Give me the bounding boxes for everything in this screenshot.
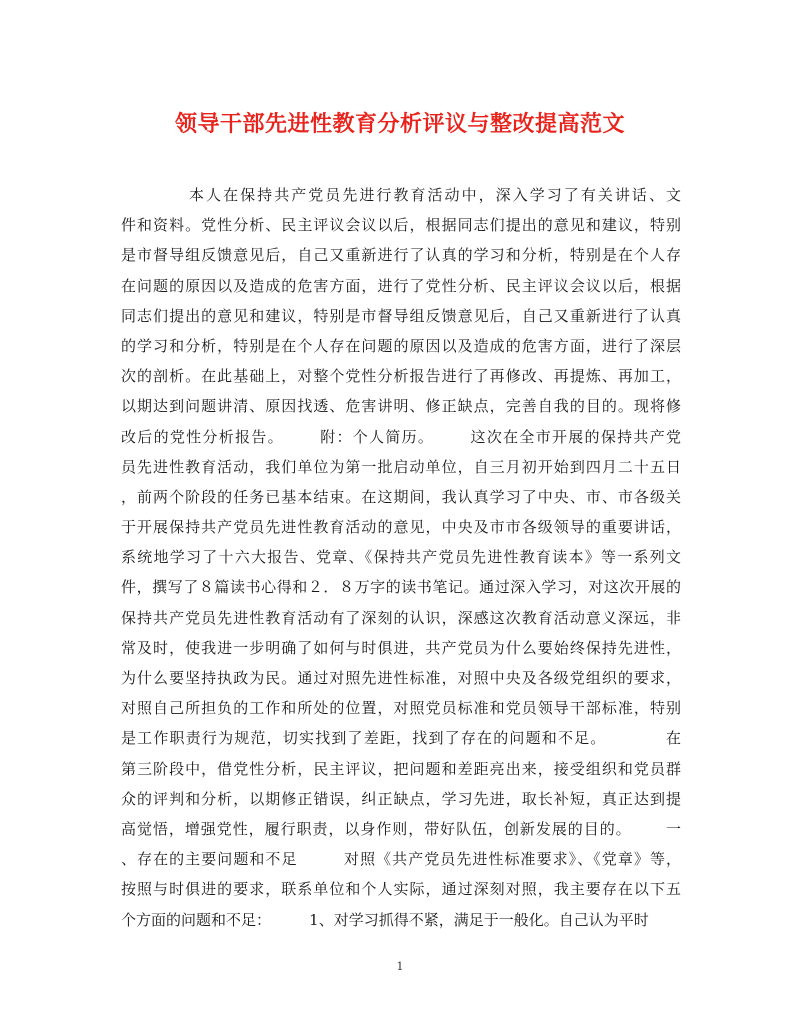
- body-line: 第三阶段中，借党性分析，民主评议，把问题和差距亮出来，接受组织和党员群: [121, 759, 681, 778]
- body-line: 高觉悟，增强党性，履行职责，以身作则，带好队伍，创新发展的目的。 一: [121, 819, 681, 838]
- body-line: 件，撰写了８篇读书心得和２．８万字的读书笔记。通过深入学习，对这次开展的: [121, 578, 681, 597]
- body-line: 次的剖析。在此基础上，对整个党性分析报告进行了再修改、再提炼、再加工，: [121, 367, 681, 386]
- body-line: 件和资料。党性分析、民主评议会议以后，根据同志们提出的意见和建议，特别: [121, 216, 681, 235]
- body-line: 在问题的原因以及造成的危害方面，进行了党性分析、民主评议会议以后，根据: [121, 276, 681, 295]
- body-line: 是工作职责行为规范，切实找到了差距，找到了存在的问题和不足。 在: [121, 729, 681, 748]
- body-line: 员先进性教育活动，我们单位为第一批启动单位，自三月初开始到四月二十五日: [121, 457, 681, 476]
- body-line: 是市督导组反馈意见后，自己又重新进行了认真的学习和分析，特别是在个人存: [121, 246, 681, 265]
- body-line: 保持共产党员先进性教育活动有了深刻的认识，深感这次教育活动意义深远，非: [121, 608, 681, 627]
- document-body: [121, 180, 681, 935]
- body-line: ，前两个阶段的任务已基本结束。在这期间，我认真学习了中央、市、市各级关: [121, 487, 681, 506]
- body-line: 于开展保持共产党员先进性教育活动的意见，中央及市市各级领导的重要讲话，: [121, 518, 681, 537]
- body-line: 以期达到问题讲清、原因找透、危害讲明、修正缺点，完善自我的目的。现将修: [121, 397, 681, 416]
- body-line: 同志们提出的意见和建议，特别是市督导组反馈意见后，自己又重新进行了认真: [121, 306, 681, 325]
- body-line: 本人在保持共产党员先进行教育活动中，深入学习了有关讲话、文: [121, 186, 681, 204]
- document-title: 领导干部先进性教育分析评议与整改提高范文: [174, 111, 625, 137]
- body-line: 众的评判和分析，以期修正错误，纠正缺点，学习先进，取长补短，真正达到提: [121, 789, 681, 808]
- body-line: 、存在的主要问题和不足 对照《共产党员先进性标准要求》、《党章》等，: [121, 850, 681, 869]
- body-line: 系统地学习了十六大报告、党章、《保持共产党员先进性教育读本》等一系列文: [121, 548, 681, 567]
- body-line: 个方面的问题和不足： 1、对学习抓得不紧，满足于一般化。自己认为平时: [121, 910, 649, 929]
- body-line: 按照与时俱进的要求，联系单位和个人实际，通过深刻对照，我主要存在以下五: [121, 880, 681, 899]
- page-number: 1: [396, 960, 404, 973]
- body-line: 常及时，使我进一步明确了如何与时俱进，共产党员为什么要始终保持先进性，: [121, 638, 681, 657]
- body-line: 对照自己所担负的工作和所处的位置，对照党员标准和党员领导干部标准，特别: [121, 699, 681, 718]
- body-line: 的学习和分析，特别是在个人存在问题的原因以及造成的危害方面，进行了深层: [121, 336, 681, 355]
- body-line: 为什么要坚持执政为民。通过对照先进性标准，对照中央及各级党组织的要求，: [121, 669, 681, 687]
- body-line: 改后的党性分析报告。 附：个人简历。 这次在全市开展的保持共产党: [121, 427, 681, 446]
